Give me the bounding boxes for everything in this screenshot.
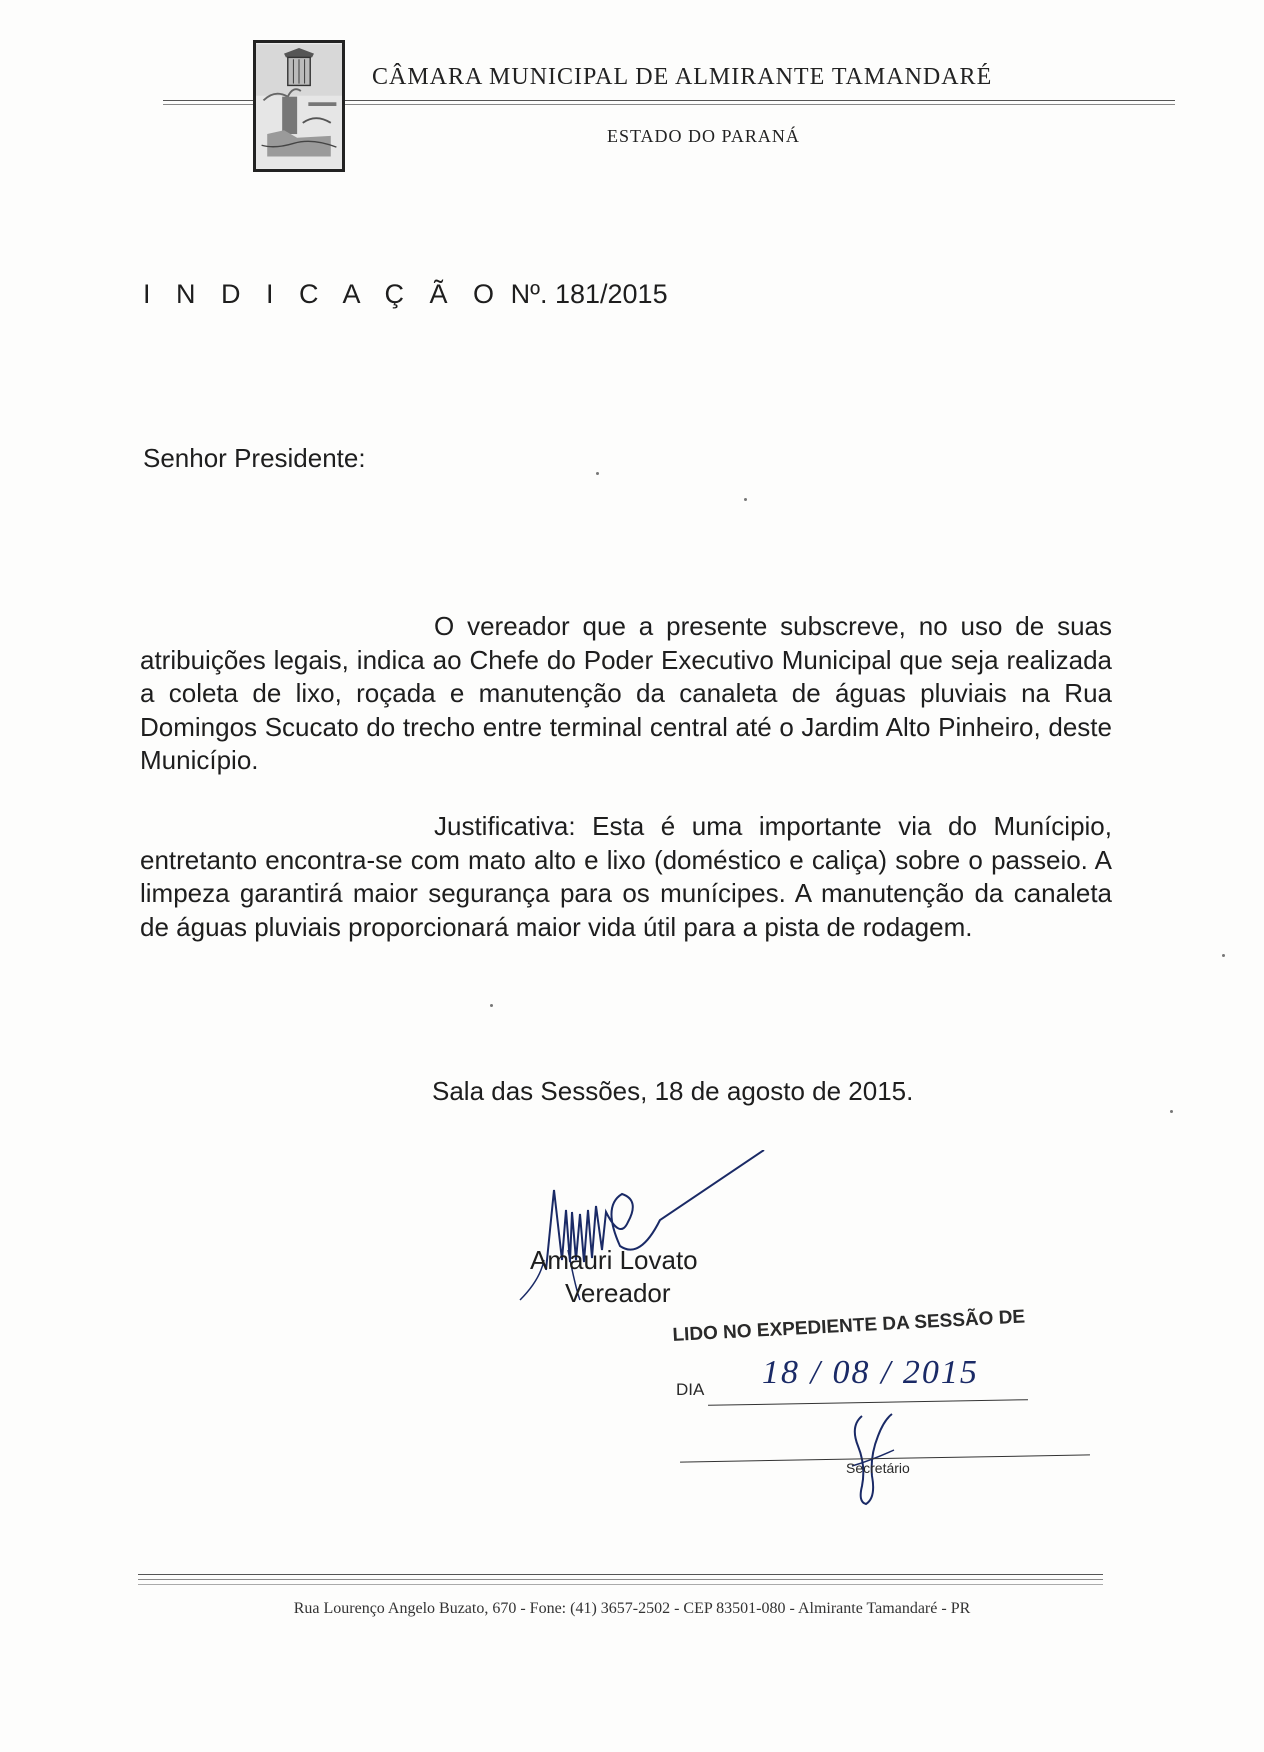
closing-place-date: Sala das Sessões, 18 de agosto de 2015. xyxy=(432,1076,914,1106)
title-word: I N D I C A Ç Ã O xyxy=(143,279,504,309)
scan-speck xyxy=(1170,1110,1173,1113)
document-title xyxy=(143,279,668,310)
municipal-crest-logo xyxy=(253,40,345,172)
header-rule-right xyxy=(345,100,1175,101)
signer-name: Amauri Lovato xyxy=(530,1245,698,1275)
salutation: Senhor Presidente: xyxy=(143,443,366,473)
footer-rule-3 xyxy=(138,1584,1103,1585)
title-number-label: Nº. xyxy=(510,279,548,309)
header-rule-right-2 xyxy=(345,104,1175,105)
stamp-handwritten-date: 18 / 08 / 2015 xyxy=(762,1354,979,1391)
scan-speck xyxy=(490,1004,493,1007)
secretary-signature-icon xyxy=(832,1406,912,1506)
header-rule-left xyxy=(163,100,253,101)
stamp-header: LIDO NO EXPEDIENTE DA SESSÃO DE xyxy=(672,1306,1026,1346)
scan-speck xyxy=(1222,954,1225,957)
organization-name: CÂMARA MUNICIPAL DE ALMIRANTE TAMANDARÉ xyxy=(372,64,993,90)
footer-address: Rua Lourenço Angelo Buzato, 670 - Fone: (41) 3657-2502 - CEP 83501-080 - Almirante Tamandaré - PR xyxy=(293,1600,971,1617)
footer-rule-2 xyxy=(138,1579,1103,1580)
organization-state: ESTADO DO PARANÁ xyxy=(607,126,800,146)
body-paragraph-justification: Justificativa: Esta é uma importante via do Munícipio, entretanto encontra-se com mato alto e lixo (doméstico e caliça) sobre o passeio. A limpeza garantirá maior segurança para os munícipes. A manutenção da canaleta de águas pluviais proporcionará maior vida útil para a pista de rodagem. xyxy=(140,811,1112,942)
reading-stamp xyxy=(672,1306,1122,1508)
stamp-signature-label: Secretário xyxy=(846,1460,910,1476)
header-rule-left-2 xyxy=(163,104,253,105)
body-paragraph-indication: O vereador que a presente subscreve, no uso de suas atribuições legais, indica ao Chefe do Poder Executivo Municipal que seja realizada a coleta de lixo, roçada e manutenção da canaleta de águas pluviais na Rua Domingos Scucato do trecho entre terminal central até o Jardim Alto Pinheiro, deste Município. xyxy=(140,611,1112,775)
stamp-date-line xyxy=(708,1399,1028,1406)
footer-rule-1 xyxy=(138,1574,1103,1575)
scan-speck xyxy=(744,498,747,501)
signer-role: Vereador xyxy=(565,1278,671,1308)
stamp-day-label: DIA xyxy=(676,1380,705,1399)
scan-speck xyxy=(596,472,599,475)
title-number: 181/2015 xyxy=(554,279,668,309)
crest-emblem-icon xyxy=(256,43,342,169)
